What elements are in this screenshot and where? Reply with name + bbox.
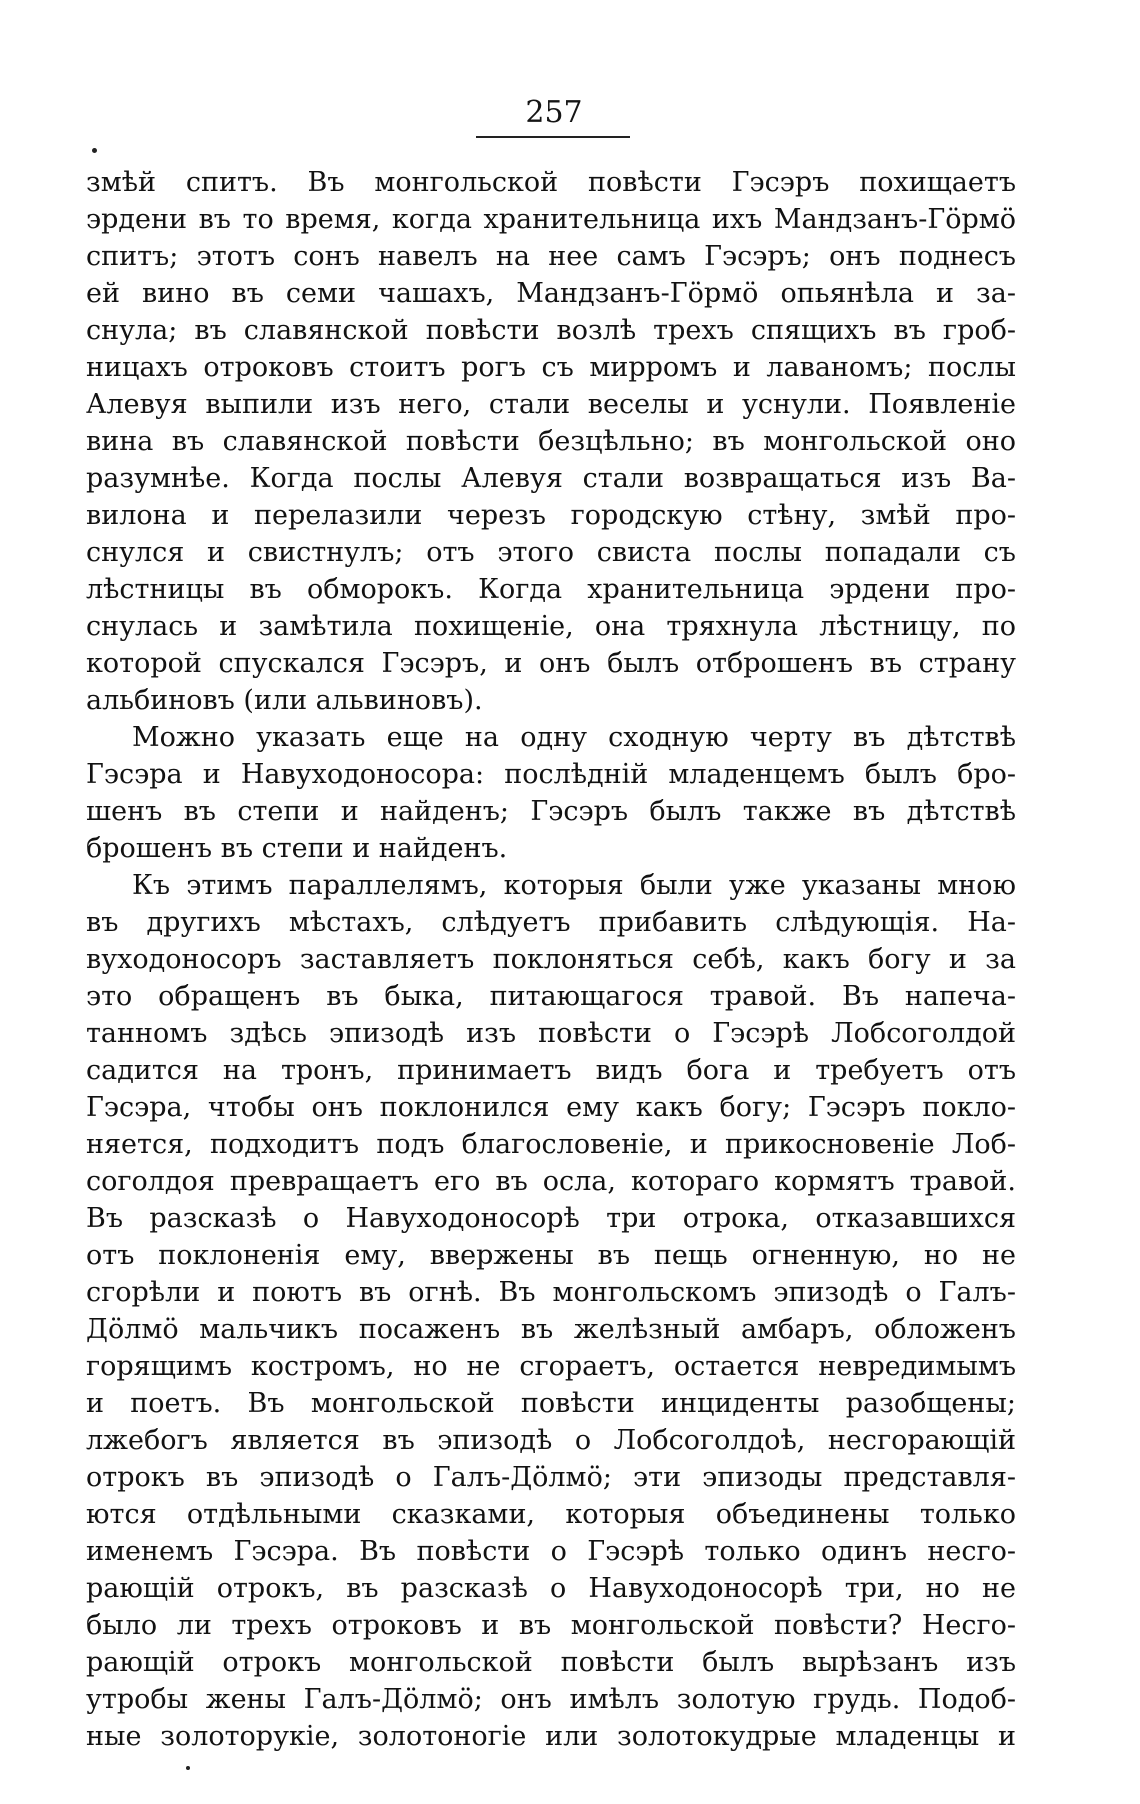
text-line: ются отдѣльными сказками, которыя объединены только [86, 1499, 1016, 1530]
page-number: 257 [525, 95, 583, 130]
text-line: снула; въ славянской повѣсти возлѣ трехъ спящихъ въ гроб- [86, 315, 1016, 346]
text-line: рающій отрокъ, въ разсказѣ о Навуходоносорѣ три, но не [86, 1573, 1016, 1604]
text-line: снулась и замѣтила похищеніе, она тряхнула лѣстницу, по [86, 611, 1016, 642]
text-line: именемъ Гэсэра. Въ повѣсти о Гэсэрѣ только одинъ несго- [86, 1536, 1016, 1567]
text-line: которой спускался Гэсэръ, и онъ былъ отброшенъ въ страну [86, 648, 1016, 679]
text-line: лѣстницы въ обморокъ. Когда хранительница эрдени про- [86, 574, 1016, 605]
text-line: рающій отрокъ монгольской повѣсти былъ вырѣзанъ изъ [86, 1647, 1016, 1678]
print-speck-top [92, 148, 97, 153]
text-line: эрдени въ то время, когда хранительница ихъ Мандзанъ-Гӧрмӧ [86, 204, 1016, 235]
text-line: ей вино въ семи чашахъ, Мандзанъ-Гӧрмӧ опьянѣла и за- [86, 278, 1016, 309]
text-line: Дӧлмӧ мальчикъ посаженъ въ желѣзный амбаръ, обложенъ [86, 1314, 1016, 1345]
text-line: альбиновъ (или альвиновъ). [86, 685, 483, 716]
text-line: разумнѣе. Когда послы Алевуя стали возвращаться изъ Ва- [86, 463, 1016, 494]
text-line: садится на тронъ, принимаетъ видъ бога и требуетъ отъ [86, 1055, 1016, 1086]
text-line: и поетъ. Въ монгольской повѣсти инциденты разобщены; [86, 1388, 1016, 1419]
text-line: змѣй спитъ. Въ монгольской повѣсти Гэсэръ похищаетъ [86, 167, 1016, 198]
page-number-rule [476, 136, 630, 138]
text-line: соголдоя превращаетъ его въ осла, котораго кормятъ травой. [86, 1166, 1016, 1197]
text-line: Въ разсказѣ о Навуходоносорѣ три отрока, отказавшихся [86, 1203, 1016, 1234]
text-line: сгорѣли и поютъ въ огнѣ. Въ монгольскомъ эпизодѣ о Галъ- [86, 1277, 1016, 1308]
text-line: спитъ; этотъ сонъ навелъ на нее самъ Гэсэръ; онъ поднесъ [86, 241, 1016, 272]
text-line: лжебогъ является въ эпизодѣ о Лобсоголдоѣ, несгорающій [86, 1425, 1016, 1456]
text-line: вина въ славянской повѣсти безцѣльно; въ монгольской оно [86, 426, 1016, 457]
text-body [86, 164, 1016, 1755]
text-line: ницахъ отроковъ стоитъ рогъ съ мирромъ и лаваномъ; послы [86, 352, 1016, 383]
text-line: Гэсэра, чтобы онъ поклонился ему какъ богу; Гэсэръ покло- [86, 1092, 1016, 1123]
text-line: вилона и перелазили черезъ городскую стѣну, змѣй про- [86, 500, 1016, 531]
text-line: было ли трехъ отроковъ и въ монгольской повѣсти? Несго- [86, 1610, 1016, 1641]
text-line: утробы жены Галъ-Дӧлмӧ; онъ имѣлъ золотую грудь. Подоб- [86, 1684, 1016, 1715]
text-line: горящимъ костромъ, но не сгораетъ, остается невредимымъ [86, 1351, 1016, 1382]
text-line: Алевуя выпили изъ него, стали веселы и уснули. Появленіе [86, 389, 1016, 420]
text-line: танномъ здѣсь эпизодѣ изъ повѣсти о Гэсэрѣ Лобсоголдой [86, 1018, 1016, 1049]
text-line: въ другихъ мѣстахъ, слѣдуетъ прибавить слѣдующія. На- [86, 907, 1016, 938]
text-line: отрокъ въ эпизодѣ о Галъ-Дӧлмӧ; эти эпизоды представля- [86, 1462, 1016, 1493]
text-line: отъ поклоненія ему, ввержены въ пещь огненную, но не [86, 1240, 1016, 1271]
text-line: Можно указать еще на одну сходную черту въ дѣтствѣ [132, 722, 1016, 753]
text-line: няется, подходитъ подъ благословеніе, и прикосновеніе Лоб- [86, 1129, 1016, 1160]
text-line: ные золоторукіе, золотоногіе или золотокудрые младенцы и [86, 1721, 1016, 1752]
text-line: вуходоносоръ заставляетъ поклоняться себѣ, какъ богу и за [86, 944, 1016, 975]
text-line: брошенъ въ степи и найденъ. [86, 833, 508, 864]
text-line: снулся и свистнулъ; отъ этого свиста послы попадали съ [86, 537, 1016, 568]
text-line: Къ этимъ параллелямъ, которыя были уже указаны мною [132, 870, 1016, 901]
text-line: Гэсэра и Навуходоносора: послѣдній младенцемъ былъ бро- [86, 759, 1016, 790]
print-speck-bottom [186, 1766, 190, 1770]
text-line: шенъ въ степи и найденъ; Гэсэръ былъ также въ дѣтствѣ [86, 796, 1016, 827]
text-line: это обращенъ въ быка, питающагося травой. Въ напеча- [86, 981, 1016, 1012]
